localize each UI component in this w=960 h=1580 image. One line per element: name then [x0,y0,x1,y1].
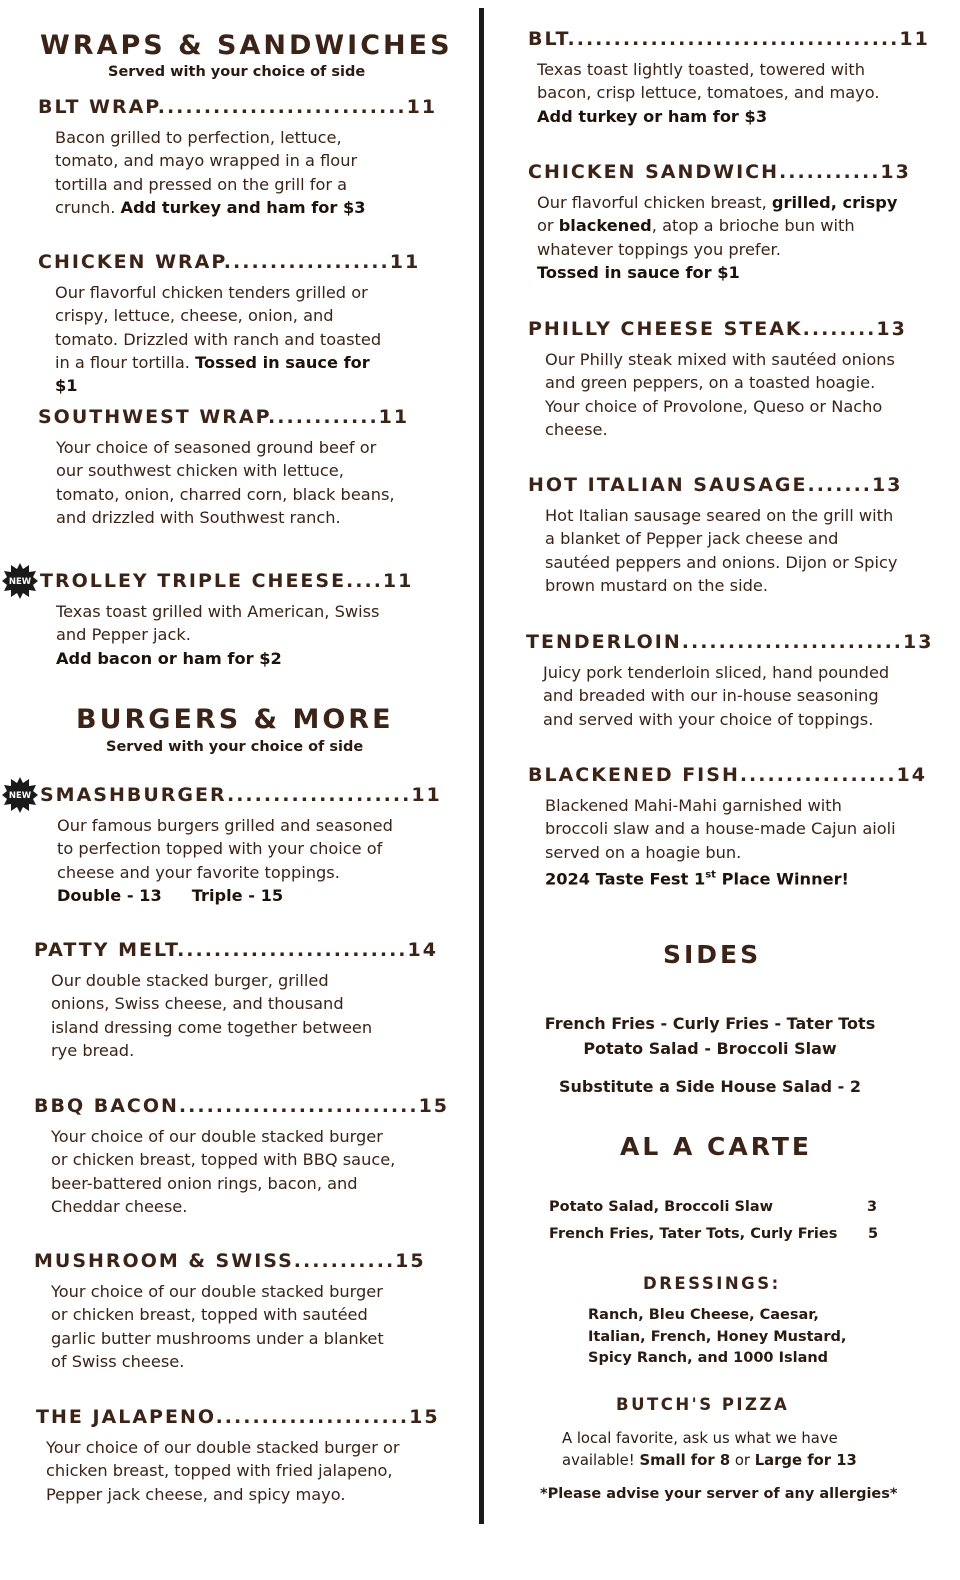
item-description: Texas toast grilled with American, Swiss and Pepper jack. Add bacon or ham for $2 [56,602,380,668]
svg-text:NEW: NEW [8,791,32,801]
menu-item-patty-melt [34,939,438,1062]
item-heading: THE JALAPENO.....................15 [36,1406,440,1428]
item-heading: CHICKEN SANDWICH...........13 [528,161,911,183]
sides-substitute: Substitute a Side House Salad - 2 [558,1077,862,1096]
dressings-title: DRESSINGS: [643,1274,781,1293]
item-description: Blackened Mahi-Mahi garnished with broccoli slaw and a house-made Cajun aioli served on a hoagie bun. 2024 Taste Fest 1st Place Winner! [545,796,896,889]
burgers-section-title: BURGERS & MORE [76,704,394,735]
dressings-line: Ranch, Bleu Cheese, Caesar, [588,1307,819,1323]
item-heading: HOT ITALIAN SAUSAGE.......13 [528,474,903,496]
sides-title: SIDES [663,940,762,969]
menu-item-philly-cheese-steak [528,318,948,441]
alacarte-row-label: French Fries, Tater Tots, Curly Fries [549,1226,838,1242]
item-description: Bacon grilled to perfection, lettuce, tomato, and mayo wrapped in a flour tortilla and pressed on the grill for a crunch. Add turkey and ham for $3 [55,128,366,217]
item-heading: BLT WRAP...........................11 [38,96,438,118]
item-description: Your choice of our double stacked burger or chicken breast, topped with fried jalapeno, Pepper jack cheese, and spicy mayo. [46,1438,400,1504]
alacarte-title: AL A CARTE [620,1132,812,1161]
menu-item-the-jalapeno [36,1406,440,1506]
item-description: Our famous burgers grilled and seasoned to perfection topped with your choice of cheese and your favorite toppings. Double - 13 Triple - 15 [57,816,393,905]
sides-line-1: French Fries - Curly Fries - Tater Tots [544,1014,876,1033]
wraps-section-subtitle: Served with your choice of side [108,64,366,80]
pizza-line: available! Small for 8 or Large for 13 [562,1451,857,1469]
item-heading: PHILLY CHEESE STEAK........13 [528,318,907,340]
menu-item-trolley-triple-cheese [40,570,420,670]
column-divider [479,8,484,1524]
menu-item-blackened-fish [528,764,948,891]
menu-item-chicken-sandwich [528,161,948,284]
item-heading: BLT....................................11 [528,28,930,50]
item-description: Juicy pork tenderloin sliced, hand pounded and breaded with our in-house seasoning and served with your choice of toppings. [543,663,890,729]
menu-item-southwest-wrap [38,406,418,529]
item-heading: CHICKEN WRAP..................11 [38,251,421,273]
item-heading: SMASHBURGER....................11 [40,784,442,806]
item-description: Our flavorful chicken breast, grilled, crispy or blackened, atop a brioche bun with whatever toppings you prefer. Tossed in sauce for $1 [537,193,898,282]
item-description: Our Philly steak mixed with sautéed onions and green peppers, on a toasted hoagie. Your choice of Provolone, Queso or Nacho cheese. [545,350,895,439]
item-description: Our flavorful chicken tenders grilled or crispy, lettuce, cheese, onion, and tomato. Drizzled with ranch and toasted in a flour tortilla. Tossed in sauce for $1 [55,283,382,396]
item-description: Your choice of our double stacked burger or chicken breast, topped with BBQ sauce, beer-battered onion rings, bacon, and Cheddar cheese. [51,1127,396,1216]
burgers-section-subtitle: Served with your choice of side [106,739,364,755]
item-heading: BBQ BACON..........................15 [34,1095,450,1117]
item-heading: SOUTHWEST WRAP............11 [38,406,410,428]
item-description: Your choice of our double stacked burger or chicken breast, topped with sautéed garlic butter mushrooms under a blanket of Swiss cheese. [51,1282,384,1371]
new-badge-icon [2,563,38,599]
item-description: Your choice of seasoned ground beef or our southwest chicken with lettuce, tomato, onion, charred corn, black beans, and drizzled with Southwest ranch. [56,438,395,527]
alacarte-row-price: 5 [868,1226,879,1242]
alacarte-row-label: Potato Salad, Broccoli Slaw [549,1199,774,1215]
item-description: Hot Italian sausage seared on the grill with a blanket of Pepper jack cheese and sautéed peppers and onions. Dijon or Spicy brown mustard on the side. [545,506,898,595]
item-heading: PATTY MELT.........................14 [34,939,438,961]
item-description: Our double stacked burger, grilled onions, Swiss cheese, and thousand island dressing come together between rye bread. [51,971,373,1060]
menu-item-smashburger [40,784,442,907]
item-heading: TROLLEY TRIPLE CHEESE....11 [40,570,414,592]
menu-item-mushroom-swiss [34,1250,424,1373]
item-heading: MUSHROOM & SWISS...........15 [34,1250,426,1272]
menu-item-bbq-bacon [34,1095,450,1218]
allergy-notice: *Please advise your server of any allergies* [540,1486,898,1502]
dressings-line: Spicy Ranch, and 1000 Island [588,1350,829,1366]
pizza-description [562,1428,857,1471]
alacarte-row-price: 3 [867,1199,878,1215]
new-badge-icon [2,777,38,813]
wraps-section-title: WRAPS & SANDWICHES [40,30,453,61]
menu-item-blt [528,28,948,128]
dressings-list [588,1305,846,1370]
pizza-title: BUTCH'S PIZZA [616,1395,790,1414]
sides-line-2: Potato Salad - Broccoli Slaw [583,1039,837,1058]
item-description: Texas toast lightly toasted, towered with bacon, crisp lettuce, tomatoes, and mayo. Add turkey or ham for $3 [537,60,880,126]
item-heading: TENDERLOIN........................13 [526,631,934,653]
menu-item-blt-wrap [38,96,438,219]
menu-item-chicken-wrap [38,251,421,397]
svg-text:NEW: NEW [8,577,32,587]
menu-item-hot-italian-sausage [528,474,948,597]
menu-item-tenderloin [526,631,946,731]
pizza-line: A local favorite, ask us what we have [562,1430,838,1447]
item-heading: BLACKENED FISH.................14 [528,764,927,786]
dressings-line: Italian, French, Honey Mustard, [588,1328,847,1345]
